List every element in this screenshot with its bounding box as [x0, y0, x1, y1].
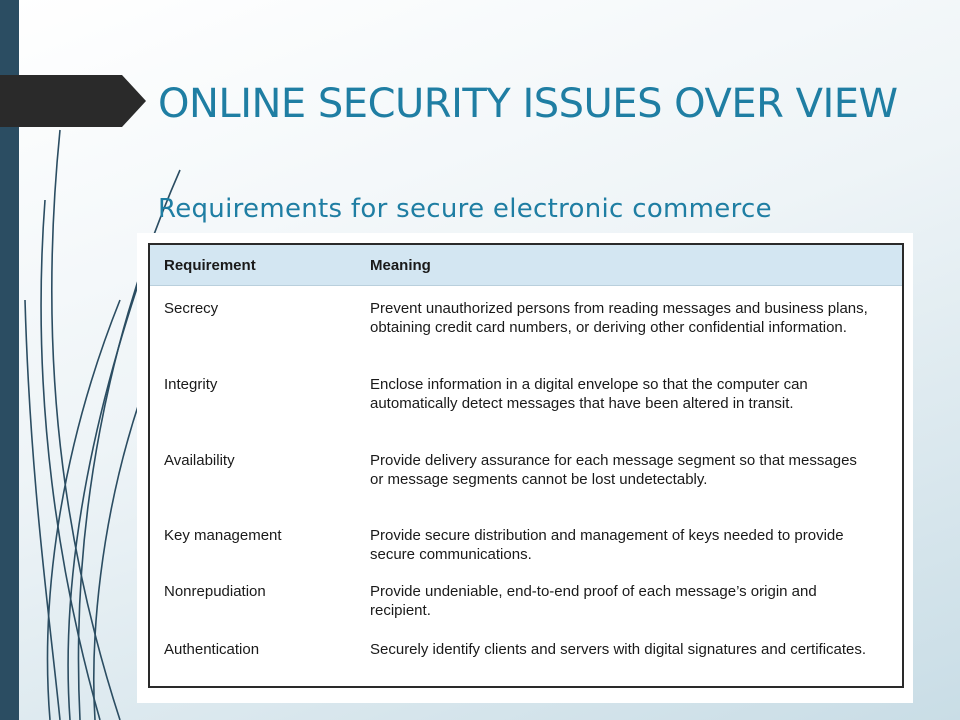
row-requirement: Nonrepudiation — [164, 583, 266, 600]
row-requirement: Availability — [164, 452, 235, 469]
table-header — [150, 245, 902, 286]
row-meaning: Provide secure distribution and management of keys needed to provide secure communications. — [370, 527, 844, 563]
header-requirement: Requirement — [164, 257, 256, 274]
row-requirement: Authentication — [164, 641, 260, 658]
row-meaning: Securely identify clients and servers with digital signatures and certificates. — [370, 641, 867, 658]
row-requirement: Key management — [164, 527, 282, 544]
row-meaning: Provide undeniable, end-to-end proof of each message’s origin and recipient. — [370, 583, 817, 619]
row-meaning: Prevent unauthorized persons from reading messages and business plans, obtaining credit card numbers, or deriving other confidential information. — [370, 300, 868, 336]
title-arrow-shape — [0, 75, 150, 127]
row-requirement: Secrecy — [164, 300, 219, 317]
row-meaning: Provide delivery assurance for each message segment so that messages or message segments cannot be lost undetectably. — [370, 452, 857, 488]
slide-subtitle: Requirements for secure electronic commerce — [158, 194, 772, 224]
table-figure — [137, 233, 913, 703]
requirements-table — [148, 243, 904, 688]
header-meaning: Meaning — [370, 257, 431, 274]
row-meaning: Enclose information in a digital envelope so that the computer can automatically detect messages that have been altered in transit. — [370, 376, 808, 412]
slide-title: ONLINE SECURITY ISSUES OVER VIEW — [158, 81, 898, 127]
row-requirement: Integrity — [164, 376, 218, 393]
